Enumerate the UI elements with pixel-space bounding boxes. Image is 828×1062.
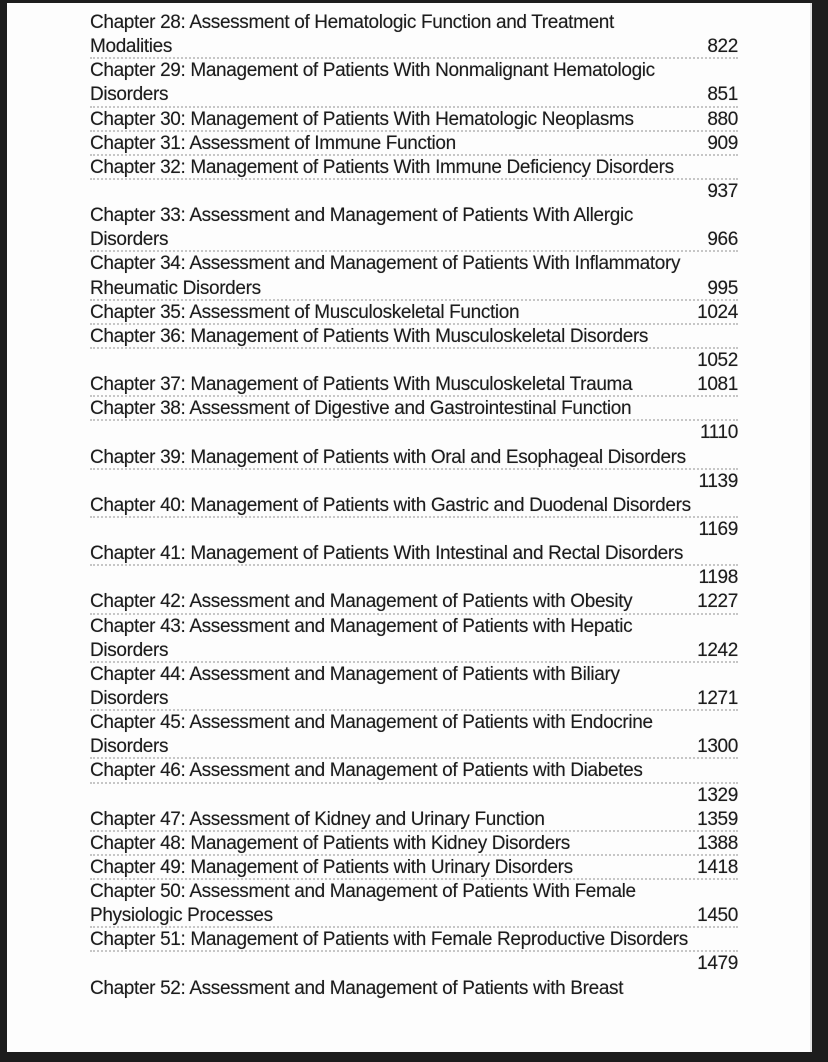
toc-row xyxy=(90,518,738,542)
toc-row xyxy=(90,204,738,228)
toc-entry-text: Chapter 31: Assessment of Immune Function xyxy=(90,132,456,154)
toc-row xyxy=(90,277,738,301)
toc-row xyxy=(90,832,738,856)
toc-entry-text: Chapter 32: Management of Patients With Immune Deficiency Disorders xyxy=(90,156,674,178)
toc-row xyxy=(90,615,738,639)
toc-entry-text: Disorders xyxy=(90,687,169,709)
toc-page-number: 1198 xyxy=(698,567,738,589)
toc-page-number: 1110 xyxy=(699,422,738,444)
toc-row xyxy=(90,542,738,566)
toc-page-number: 1300 xyxy=(697,736,738,758)
toc-row xyxy=(90,301,738,325)
toc-entry-text: Chapter 44: Assessment and Management of Patients with Biliary xyxy=(90,663,620,685)
toc-row xyxy=(90,808,738,832)
toc-entry-text: Chapter 47: Assessment of Kidney and Urinary Function xyxy=(90,808,545,830)
toc-row xyxy=(90,252,738,276)
toc-entry-text: Chapter 37: Management of Patients With Musculoskeletal Trauma xyxy=(90,374,633,396)
toc-page-number: 1052 xyxy=(697,349,738,371)
toc-page-number: 1418 xyxy=(697,856,738,878)
toc-page-number: 822 xyxy=(707,36,738,58)
toc-row xyxy=(90,11,738,35)
toc-entry-text: Chapter 30: Management of Patients With Hematologic Neoplasms xyxy=(90,108,634,130)
toc-row xyxy=(90,977,738,1001)
toc-page-number: 1242 xyxy=(697,639,738,661)
table-of-contents xyxy=(90,11,738,1001)
toc-entry-text: Disorders xyxy=(90,736,169,758)
toc-entry-text: Chapter 51: Management of Patients with Female Reproductive Disorders xyxy=(90,929,688,951)
toc-row xyxy=(90,180,738,204)
toc-row xyxy=(90,59,738,83)
toc-entry-text: Chapter 46: Assessment and Management of Patients with Diabetes xyxy=(90,760,643,782)
toc-entry-text: Physiologic Processes xyxy=(90,905,273,927)
toc-row xyxy=(90,156,738,180)
toc-row xyxy=(90,904,738,928)
toc-page-number: 1388 xyxy=(697,832,738,854)
toc-entry-text: Chapter 28: Assessment of Hematologic Function and Treatment xyxy=(90,12,614,33)
toc-entry-text: Chapter 34: Assessment and Management of Patients With Inflammatory xyxy=(90,253,681,275)
toc-page-number: 851 xyxy=(707,84,738,106)
toc-row xyxy=(90,566,738,590)
toc-entry-text: Disorders xyxy=(90,84,169,106)
toc-row xyxy=(90,735,738,759)
toc-row xyxy=(90,663,738,687)
toc-row xyxy=(90,470,738,494)
toc-entry-text: Chapter 42: Assessment and Management of Patients with Obesity xyxy=(90,591,633,613)
toc-page-number: 1024 xyxy=(697,301,738,323)
toc-row xyxy=(90,446,738,470)
toc-page-number: 909 xyxy=(707,132,738,154)
toc-row xyxy=(90,880,738,904)
toc-row xyxy=(90,108,738,132)
toc-entry-text: Disorders xyxy=(90,639,169,661)
toc-row xyxy=(90,494,738,518)
toc-page-number: 1169 xyxy=(698,518,738,540)
book-page xyxy=(7,3,812,1052)
toc-row xyxy=(90,373,738,397)
toc-row xyxy=(90,590,738,614)
toc-entry-text: Chapter 35: Assessment of Musculoskeletal Function xyxy=(90,301,520,323)
toc-row xyxy=(90,35,738,59)
toc-row xyxy=(90,952,738,976)
toc-row xyxy=(90,759,738,783)
toc-entry-text: Chapter 29: Management of Patients With Nonmalignant Hematologic xyxy=(90,60,655,82)
toc-row xyxy=(90,325,738,349)
toc-entry-text: Chapter 49: Management of Patients with Urinary Disorders xyxy=(90,856,573,878)
toc-page-number: 1271 xyxy=(697,687,738,709)
toc-entry-text: Chapter 39: Management of Patients with Oral and Esophageal Disorders xyxy=(90,446,686,468)
toc-entry-text: Modalities xyxy=(90,36,173,58)
toc-entry-text: Chapter 52: Assessment and Management of Patients with Breast xyxy=(90,977,624,999)
toc-page-number: 1081 xyxy=(697,374,738,396)
toc-entry-text: Chapter 33: Assessment and Management of Patients With Allergic xyxy=(90,205,633,227)
toc-page-number: 937 xyxy=(707,180,738,202)
toc-row xyxy=(90,349,738,373)
toc-page-number: 1227 xyxy=(697,591,738,613)
toc-entry-text: Chapter 45: Assessment and Management of Patients with Endocrine xyxy=(90,712,653,734)
toc-entry-text: Rheumatic Disorders xyxy=(90,277,261,299)
toc-row xyxy=(90,132,738,156)
toc-row xyxy=(90,687,738,711)
toc-page-number: 1329 xyxy=(697,784,738,806)
toc-entry-text: Chapter 40: Management of Patients with Gastric and Duodenal Disorders xyxy=(90,494,691,516)
toc-row xyxy=(90,856,738,880)
toc-page-number: 995 xyxy=(707,277,738,299)
toc-entry-text: Chapter 50: Assessment and Management of Patients With Female xyxy=(90,881,636,903)
toc-row xyxy=(90,397,738,421)
toc-page-number: 1450 xyxy=(697,905,738,927)
toc-row xyxy=(90,228,738,252)
toc-entry-text: Disorders xyxy=(90,229,169,251)
toc-entry-text: Chapter 41: Management of Patients With Intestinal and Rectal Disorders xyxy=(90,543,683,565)
toc-page-number: 1139 xyxy=(698,470,738,492)
toc-page-number: 1479 xyxy=(697,953,738,975)
toc-page-number: 966 xyxy=(707,229,738,251)
toc-row xyxy=(90,83,738,107)
toc-row xyxy=(90,711,738,735)
toc-page-number: 880 xyxy=(707,108,738,130)
toc-entry-text: Chapter 43: Assessment and Management of Patients with Hepatic xyxy=(90,615,633,637)
toc-row xyxy=(90,421,738,445)
toc-entry-text: Chapter 48: Management of Patients with Kidney Disorders xyxy=(90,832,570,854)
toc-entry-text: Chapter 36: Management of Patients With Musculoskeletal Disorders xyxy=(90,325,649,347)
toc-row xyxy=(90,928,738,952)
toc-page-number: 1359 xyxy=(697,808,738,830)
toc-row xyxy=(90,784,738,808)
toc-row xyxy=(90,639,738,663)
toc-entry-text: Chapter 38: Assessment of Digestive and Gastrointestinal Function xyxy=(90,398,632,420)
